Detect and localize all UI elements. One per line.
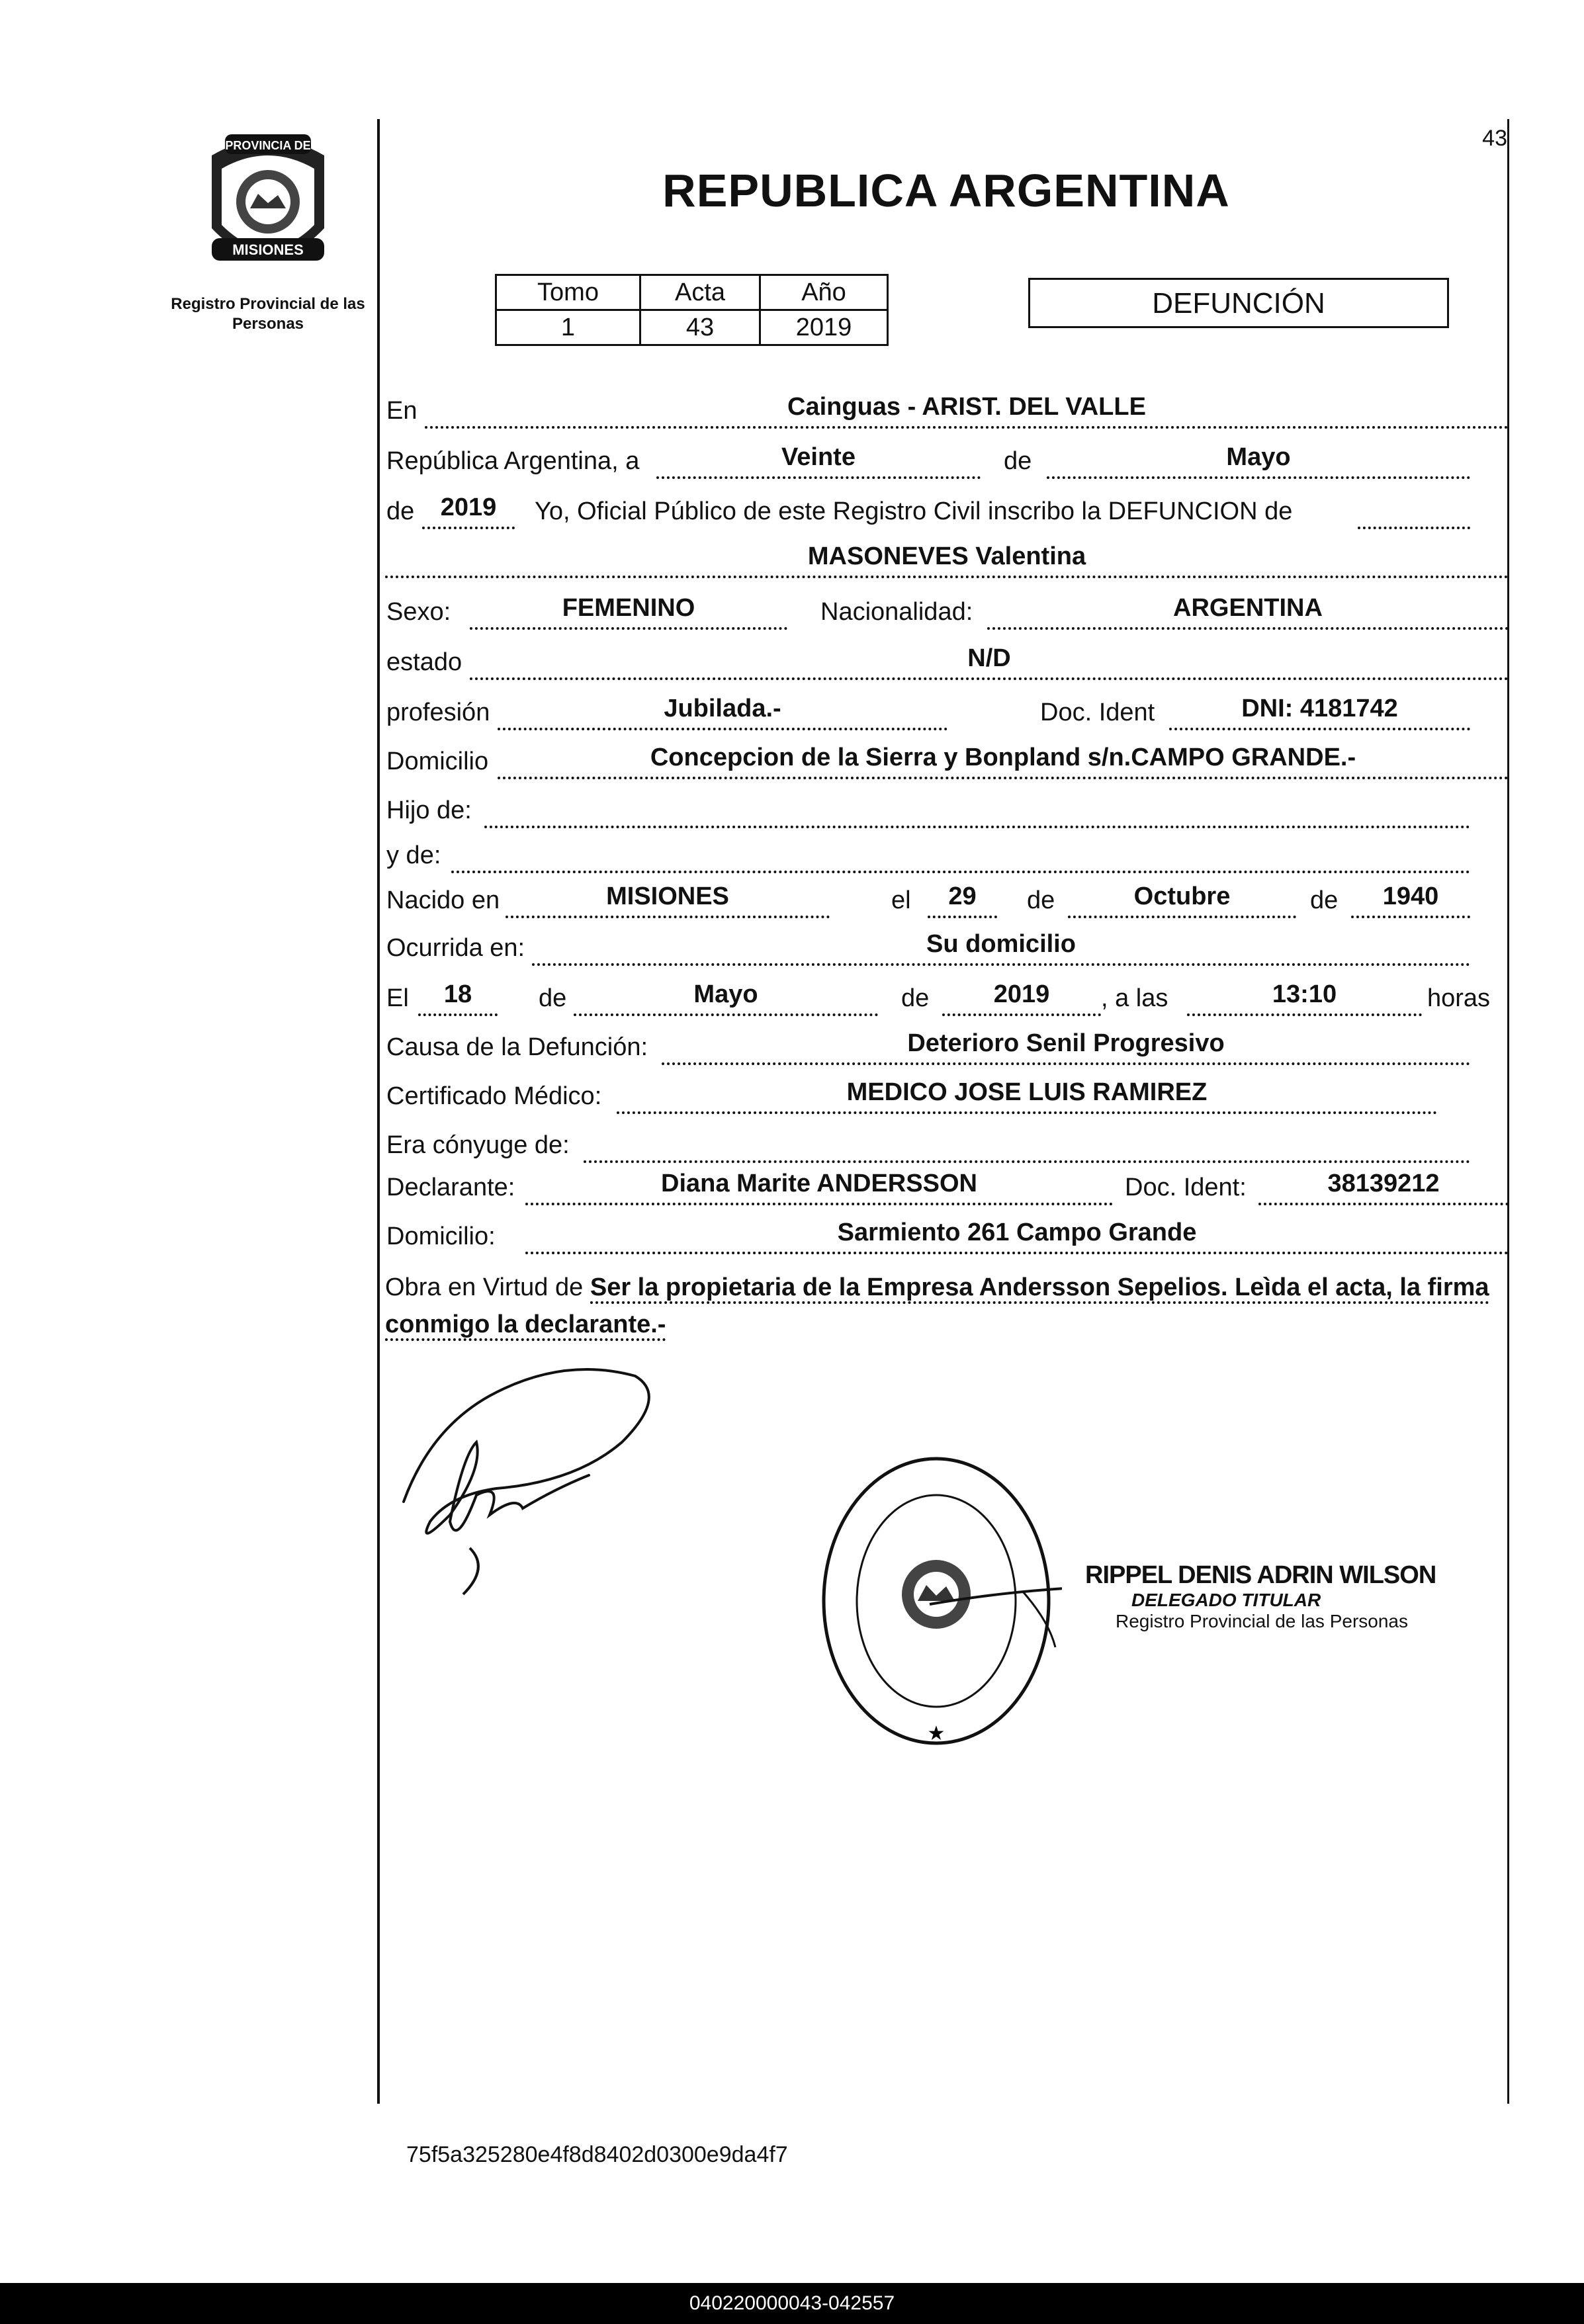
official-role: DELEGADO TITULAR: [1131, 1590, 1321, 1610]
tomo-header: Tomo: [496, 275, 640, 310]
page-number: 43: [1482, 126, 1507, 151]
svg-text:MISIONES: MISIONES: [232, 241, 304, 258]
field-conyuge: [584, 1127, 1470, 1163]
row-conyuge: [385, 1131, 1510, 1171]
label-ocurrida-en: Ocurrida en:: [386, 934, 525, 962]
label-domicilio: Domicilio: [386, 748, 489, 775]
document-title: REPUBLICA ARGENTINA: [662, 165, 1230, 216]
label-certificado: Certificado Médico:: [386, 1082, 602, 1110]
label-domicilio-2: Domicilio:: [386, 1223, 496, 1250]
text-oficial: Yo, Oficial Público de este Registro Civil inscribo la DEFUNCION de: [535, 497, 1293, 525]
official-stamp: [811, 1449, 1062, 1753]
field-nacido-mes: Octubre: [1068, 882, 1296, 918]
label-de-1: de: [1004, 447, 1032, 475]
field-nacionalidad: ARGENTINA: [987, 594, 1509, 630]
field-hijo-de: [484, 793, 1470, 828]
label-nacido-en: Nacido en: [386, 886, 500, 914]
field-causa: Deterioro Senil Progresivo: [662, 1029, 1470, 1065]
acta-value: 43: [640, 310, 760, 345]
field-y-de: [451, 838, 1470, 873]
label-hijo-de: Hijo de:: [386, 796, 472, 824]
table-header-row: [496, 275, 888, 310]
label-el-lower: el: [891, 886, 911, 914]
field-declarante-domicilio: Sarmiento 261 Campo Grande: [525, 1219, 1509, 1254]
row-y-de: [385, 841, 1510, 881]
field-fall-hora: 13:10: [1187, 980, 1422, 1016]
field-ocurrida-en: Su domicilio: [532, 930, 1470, 966]
row-ocurrida: [385, 930, 1510, 974]
official-registry: Registro Provincial de las Personas: [1116, 1611, 1408, 1631]
row-profesion: [385, 695, 1510, 738]
row-fecha-defuncion: [385, 980, 1510, 1024]
anio-value: 2019: [760, 310, 888, 345]
label-a-las: , a las: [1101, 984, 1168, 1012]
row-sexo: [385, 594, 1510, 638]
label-de-5: de: [539, 984, 567, 1012]
row-anio-oficial: [385, 494, 1510, 537]
field-profesion: Jubilada.-: [498, 695, 947, 730]
label-conyuge: Era cónyuge de:: [386, 1131, 570, 1159]
document-hash: 75f5a325280e4f8d8402d0300e9da4f7: [406, 2142, 788, 2167]
label-doc-ident: Doc. Ident: [1040, 699, 1155, 726]
row-causa: [385, 1029, 1510, 1073]
tomo-acta-anio-table: [495, 274, 889, 346]
label-el: El: [386, 984, 409, 1012]
label-de-6: de: [901, 984, 930, 1012]
label-de-3: de: [1027, 886, 1055, 914]
official-signature-block: [1085, 1561, 1456, 1632]
label-en: En: [386, 397, 418, 425]
label-nacionalidad: Nacionalidad:: [820, 598, 973, 626]
field-nombre: MASONEVES Valentina: [385, 542, 1509, 578]
field-nacido-lugar: MISIONES: [506, 882, 830, 918]
label-profesion: profesión: [386, 699, 490, 726]
field-anio: 2019: [422, 494, 515, 529]
field-domicilio: Concepcion de la Sierra y Bonpland s/n.CAMPO GRANDE.-: [498, 744, 1509, 779]
field-declarante: Diana Marite ANDERSSON: [525, 1170, 1113, 1205]
declarante-signature: [390, 1350, 668, 1601]
label-declarante: Declarante:: [386, 1174, 515, 1201]
label-horas: horas: [1427, 984, 1491, 1012]
row-domicilio-declarante: [385, 1219, 1510, 1262]
svg-text:★: ★: [927, 1722, 946, 1745]
row-nombre: [385, 542, 1510, 586]
field-fall-mes: Mayo: [574, 980, 878, 1016]
label-obra: Obra en Virtud de: [385, 1273, 584, 1301]
tomo-value: 1: [496, 310, 640, 345]
footer-barcode-text: 040220000043-042557: [0, 2283, 1584, 2324]
label-sexo: Sexo:: [386, 598, 451, 626]
acta-header: Acta: [640, 275, 760, 310]
field-nacido-dia: 29: [928, 882, 997, 918]
field-lugar: Cainguas - ARIST. DEL VALLE: [425, 393, 1509, 429]
field-certificado: MEDICO JOSE LUIS RAMIREZ: [617, 1078, 1437, 1114]
row-fecha-acta: [385, 443, 1510, 487]
field-nacido-anio: 1940: [1351, 882, 1470, 918]
obra-en-virtud: [385, 1269, 1510, 1343]
row-certificado: [385, 1078, 1510, 1122]
field-dia-texto: Veinte: [656, 443, 981, 479]
label-republica: República Argentina, a: [386, 447, 640, 475]
field-declarante-doc: 38139212: [1258, 1170, 1509, 1205]
svg-text:PROVINCIA DE: PROVINCIA DE: [225, 139, 311, 152]
registry-caption: Registro Provincial de las Personas: [171, 295, 365, 333]
label-y-de: y de:: [386, 841, 441, 869]
anio-header: Año: [760, 275, 888, 310]
field-fall-dia: 18: [418, 980, 498, 1016]
label-de-4: de: [1310, 886, 1339, 914]
row-declarante: [385, 1170, 1510, 1213]
record-type-box: DEFUNCIÓN: [1028, 278, 1449, 328]
label-de-2: de: [386, 497, 415, 525]
field-mes: Mayo: [1047, 443, 1470, 479]
row-domicilio: [385, 744, 1510, 787]
field-fall-anio: 2019: [942, 980, 1101, 1016]
row-hijo-de: [385, 796, 1510, 836]
label-estado: estado: [386, 648, 462, 676]
label-causa: Causa de la Defunción:: [386, 1033, 648, 1061]
coat-of-arms-logo: [198, 129, 337, 281]
label-doc-ident-2: Doc. Ident:: [1125, 1174, 1247, 1201]
field-obra-texto: Ser la propietaria de la Empresa Andersson Sepelios. Leìda el acta, la firma conmigo la declarante.-: [385, 1273, 1489, 1341]
field-estado: N/D: [470, 644, 1509, 680]
row-lugar: [385, 393, 1510, 437]
row-estado: [385, 644, 1510, 688]
left-margin-rule: [377, 119, 380, 2104]
official-name: RIPPEL DENIS ADRIN WILSON: [1085, 1561, 1436, 1589]
row-nacido: [385, 882, 1510, 926]
field-sexo: FEMENINO: [470, 594, 787, 630]
field-documento: DNI: 4181742: [1169, 695, 1470, 730]
table-value-row: [496, 310, 888, 345]
field-blank-1: [1358, 494, 1470, 529]
